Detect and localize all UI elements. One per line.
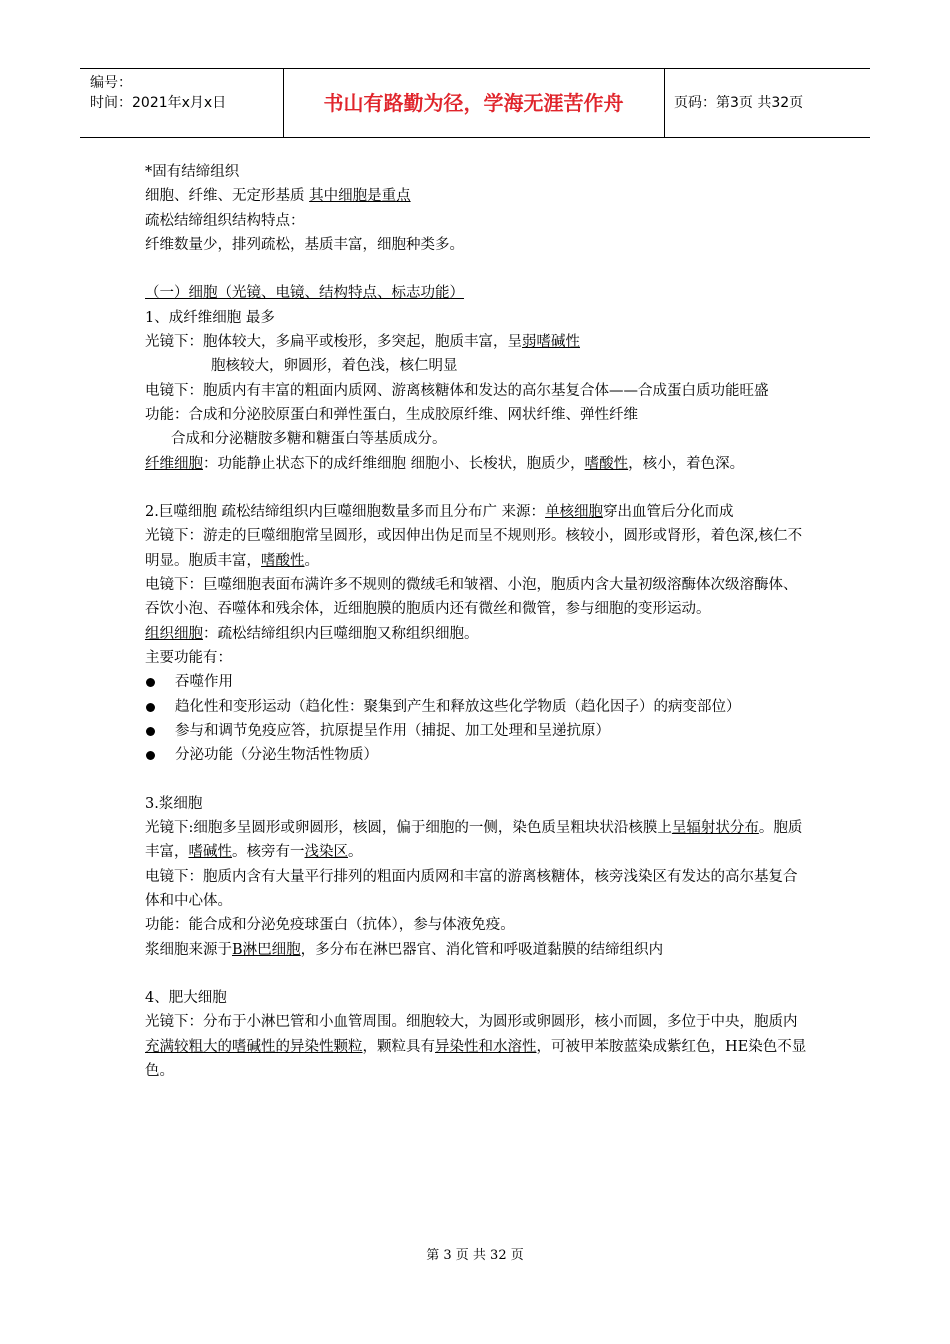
cell-title: 4、肥大细胞 <box>145 990 227 1007</box>
text-line: 功能：合成和分泌胶原蛋白和弹性蛋白，生成胶原纤维、网状纤维、弹性纤维 <box>145 406 638 423</box>
text-line: 浆细胞来源于B淋巴细胞，多分布在淋巴器官、消化管和呼吸道黏膜的结缔组织内 <box>145 941 664 958</box>
function-list <box>145 670 807 767</box>
page-footer: 第 3 页 共 32 页 <box>426 1248 524 1263</box>
text-line: 光镜下：游走的巨噬细胞常呈圆形，或因伸出伪足而呈不规则形。核较小，圆形或肾形，着色深,核仁不明显。胞质丰富，嗜酸性。 <box>145 528 803 569</box>
bullet-icon <box>146 727 155 736</box>
cell-title: 2.巨噬细胞 疏松结缔组织内巨噬细胞数量多而且分布广 来源：单核细胞穿出血管后分化而成 <box>145 504 734 521</box>
text-line: 疏松结缔组织结构特点： <box>145 212 305 229</box>
text-line: 细胞、纤维、无定形基质 其中细胞是重点 <box>145 188 411 205</box>
list-item: 分泌功能（分泌生物活性物质） <box>145 743 807 767</box>
document-body <box>145 160 807 1083</box>
list-item: 趋化性和变形运动（趋化性：聚集到产生和释放这些化学物质（趋化因子）的病变部位） <box>145 695 807 719</box>
text-line: 纤维数量少，排列疏松，基质丰富，细胞种类多。 <box>145 236 464 253</box>
text-line: 电镜下：胞质内有丰富的粗面内质网、游离核糖体和发达的高尔基复合体——合成蛋白质功能旺盛 <box>145 382 769 399</box>
text-line: *固有结缔组织 <box>145 164 240 180</box>
list-item: 参与和调节免疫应答，抗原提呈作用（捕捉、加工处理和呈递抗原） <box>145 719 807 743</box>
text-line: 功能：能合成和分泌免疫球蛋白（抗体），参与体液免疫。 <box>145 917 515 934</box>
text-line: 光镜下:细胞多呈圆形或卵圆形，核圆，偏于细胞的一侧，染色质呈粗块状沿核膜上呈辐射状分布。胞质丰富，嗜碱性。核旁有一浅染区。 <box>145 820 803 861</box>
text-line: 光镜下：胞体较大，多扁平或梭形，多突起，胞质丰富，呈弱嗜碱性 <box>145 334 580 351</box>
bullet-icon <box>146 703 155 712</box>
header-meta <box>90 73 226 113</box>
list-item: 吞噬作用 <box>145 670 807 694</box>
header-page-info: 页码：第3页 共32页 <box>674 95 804 111</box>
header-motto: 书山有路勤为径，学海无涯苦作舟 <box>323 91 624 115</box>
text-line: 电镜下：巨噬细胞表面布满许多不规则的微绒毛和皱褶、小泡，胞质内含大量初级溶酶体次级溶酶体、吞饮小泡、吞噬体和残余体，近细胞膜的胞质内还有微丝和微管，参与细胞的变形运动。 <box>145 577 798 618</box>
cell-title: 3.浆细胞 <box>145 795 203 812</box>
text-line: 合成和分泌糖胺多糖和糖蛋白等基质成分。 <box>171 431 447 448</box>
text-line: 纤维细胞：功能静止状态下的成纤维细胞 细胞小、长梭状，胞质少，嗜酸性，核小，着色深。 <box>145 455 745 472</box>
section-heading: （一）细胞（光镜、电镜、结构特点、标志功能） <box>145 285 464 302</box>
bullet-icon <box>146 751 155 760</box>
text-line: 光镜下：分布于小淋巴管和小血管周围。细胞较大，为圆形或卵圆形，核小而圆，多位于中央，胞质内充满较粗大的嗜碱性的异染性颗粒，颗粒具有异染性和水溶性，可被甲苯胺蓝染成紫红色，HE染色不显色。 <box>145 1014 807 1079</box>
header-number: 编号： <box>90 75 132 91</box>
cell-title: 1、成纤维细胞 最多 <box>145 309 275 326</box>
header-time: 时间：2021年x月x日 <box>90 95 227 111</box>
text-line: 电镜下：胞质内含有大量平行排列的粗面内质网和丰富的游离核糖体，核旁浅染区有发达的高尔基复合体和中心体。 <box>145 868 798 909</box>
text-line: 组织细胞：疏松结缔组织内巨噬细胞又称组织细胞。 <box>145 625 479 642</box>
text-line: 胞核较大，卵圆形，着色浅，核仁明显 <box>211 358 458 375</box>
text-line: 主要功能有： <box>145 649 232 666</box>
bullet-icon <box>146 678 155 687</box>
page-header <box>80 68 870 138</box>
